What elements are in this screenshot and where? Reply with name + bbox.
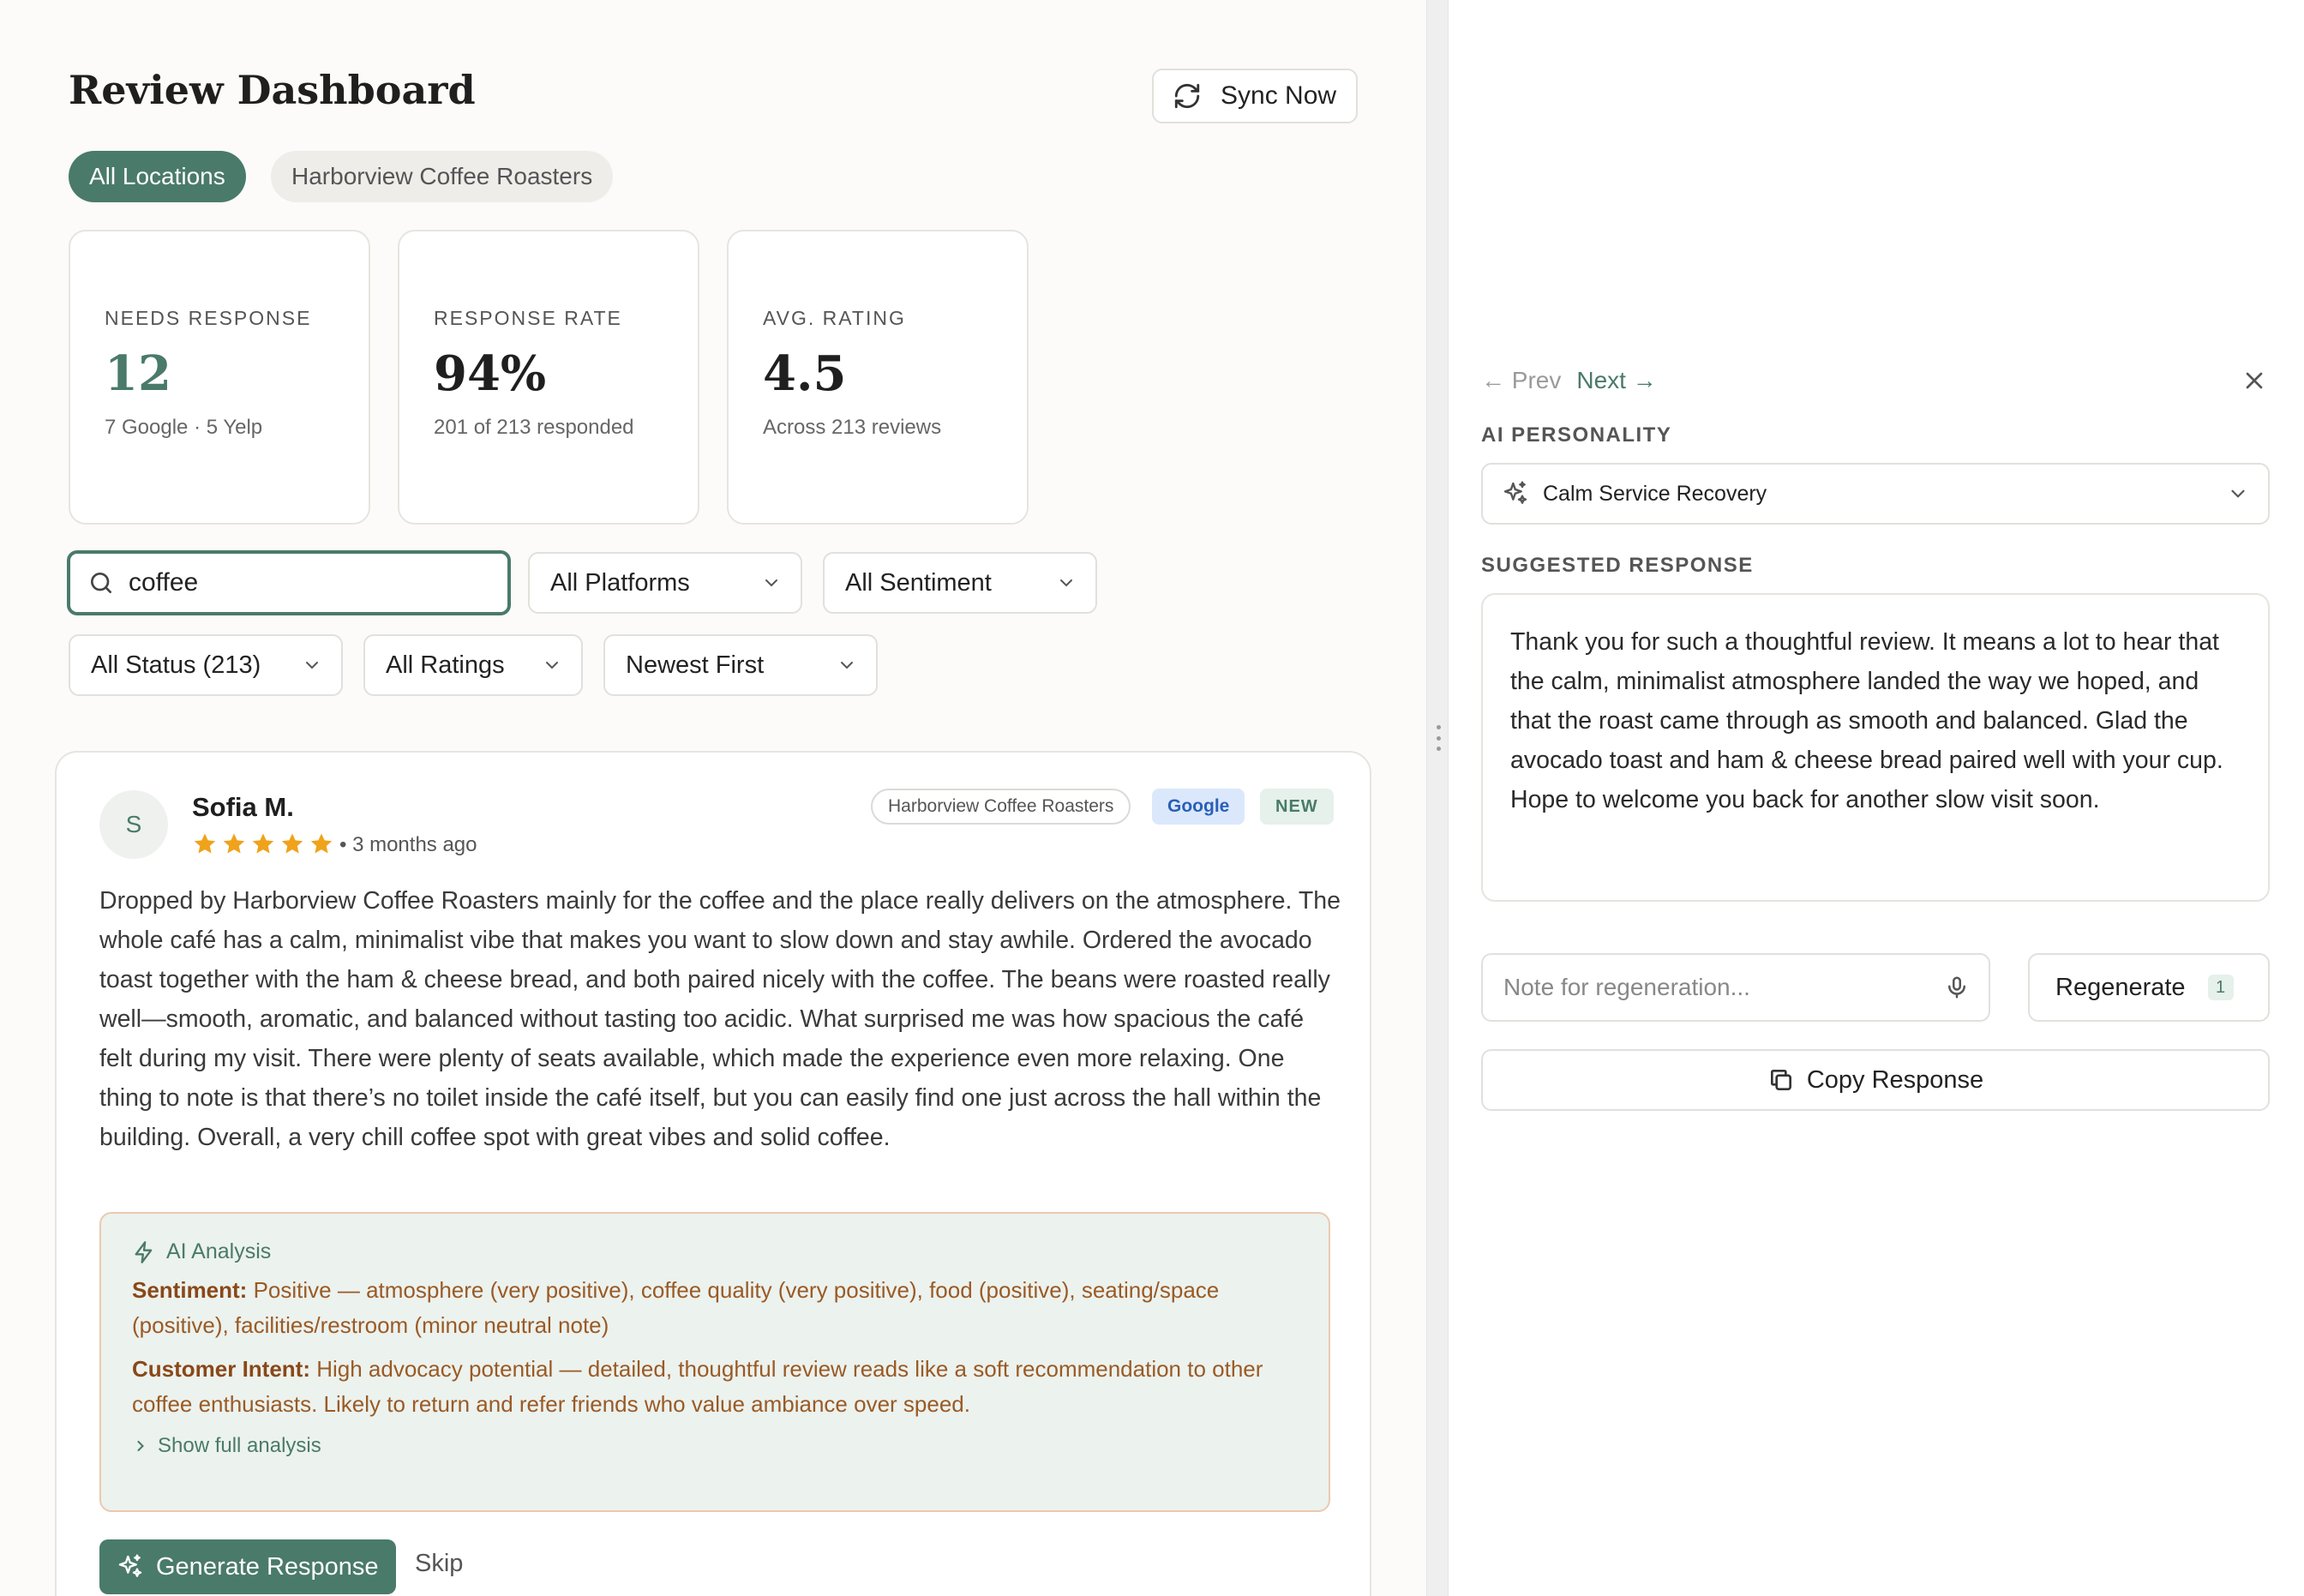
reviewer-name: Sofia M. bbox=[192, 792, 294, 822]
stat-value: 12 bbox=[105, 345, 171, 402]
personality-label: AI PERSONALITY bbox=[1481, 423, 1672, 447]
stat-response-rate bbox=[398, 230, 699, 525]
star-icon bbox=[221, 831, 247, 857]
stat-sub: 201 of 213 responded bbox=[434, 416, 634, 439]
chevron-down-icon bbox=[837, 655, 857, 675]
stat-label: NEEDS RESPONSE bbox=[105, 307, 312, 329]
copy-response-label: Copy Response bbox=[1806, 1065, 1984, 1094]
sync-icon bbox=[1173, 81, 1202, 111]
review-text: Dropped by Harborview Coffee Roasters mainly for the coffee and the place really delivers on the atmosphere. The whole café has a calm, minimalist vibe that makes you want to slow down and stay awhile. Ordered the avocado toast together with the ham & cheese bread, and both paired nicely with the coffee. The beans were roasted really well—smooth, aromatic, and balanced without tasting too acidic. What surprised me was how spacious the café felt during my visit. There were plenty of seats available, which made the experience even more relaxing. One thing to note is that there’s no toilet inside the café itself, but you can easily find one just across the hall within the building. Overall, a very chill coffee spot with great vibes and solid coffee. bbox=[99, 887, 1341, 1151]
generate-response-button[interactable] bbox=[99, 1539, 396, 1594]
sentiment-value: All Sentiment bbox=[845, 568, 992, 597]
star-icon bbox=[250, 831, 276, 857]
prev-button[interactable]: ← Prev bbox=[1481, 367, 1562, 393]
sentiment-label: Sentiment: bbox=[132, 1277, 248, 1303]
show-full-analysis-label: Show full analysis bbox=[158, 1434, 321, 1457]
review-card[interactable] bbox=[55, 751, 1371, 1596]
lightning-icon bbox=[132, 1240, 156, 1264]
stat-needs-response bbox=[69, 230, 370, 525]
sort-select[interactable] bbox=[603, 634, 878, 696]
sparkle-icon bbox=[1502, 480, 1529, 507]
ai-analysis-header bbox=[132, 1239, 1298, 1264]
platform-badge: Google bbox=[1152, 789, 1245, 825]
stat-value: 94% bbox=[434, 345, 547, 402]
stat-avg-rating bbox=[727, 230, 1029, 525]
personality-value: Calm Service Recovery bbox=[1543, 481, 1767, 506]
star-icon bbox=[192, 831, 218, 857]
grip-icon bbox=[1436, 725, 1441, 751]
avatar: S bbox=[99, 790, 168, 859]
mic-icon[interactable] bbox=[1944, 975, 1970, 1000]
platform-select[interactable] bbox=[528, 552, 802, 614]
chip-harborview[interactable]: Harborview Coffee Roasters bbox=[271, 151, 613, 202]
status-select[interactable] bbox=[69, 634, 343, 696]
status-badge: NEW bbox=[1260, 789, 1334, 825]
stat-label: RESPONSE RATE bbox=[434, 307, 622, 329]
close-icon[interactable] bbox=[2241, 367, 2268, 394]
sync-now-label: Sync Now bbox=[1221, 81, 1337, 110]
stat-label: AVG. RATING bbox=[763, 307, 906, 329]
chevron-down-icon bbox=[761, 573, 782, 593]
next-button[interactable]: Next → bbox=[1576, 367, 1657, 393]
platform-value: All Platforms bbox=[550, 568, 690, 597]
intent-label: Customer Intent: bbox=[132, 1356, 310, 1382]
personality-select[interactable] bbox=[1481, 463, 2270, 525]
chevron-down-icon bbox=[302, 655, 322, 675]
sparkle-icon bbox=[117, 1553, 144, 1581]
stat-sub: 7 Google · 5 Yelp bbox=[105, 416, 263, 439]
note-placeholder: Note for regeneration... bbox=[1503, 974, 1750, 1000]
regenerate-label: Regenerate bbox=[2055, 973, 2186, 1001]
star-icon bbox=[309, 831, 334, 857]
sentiment-text: Positive — atmosphere (very positive), coffee quality (very positive), food (positive), seating/space (positive), facilities/restroom (minor neutral note) bbox=[132, 1277, 1220, 1338]
sentiment-line bbox=[132, 1273, 1298, 1343]
ai-analysis-box bbox=[99, 1212, 1330, 1512]
location-tag: Harborview Coffee Roasters bbox=[871, 789, 1131, 825]
skip-button[interactable]: Skip bbox=[415, 1550, 464, 1577]
chevron-right-icon bbox=[132, 1437, 149, 1455]
review-time: • 3 months ago bbox=[339, 833, 477, 856]
chevron-down-icon bbox=[1056, 573, 1077, 593]
chevron-down-icon bbox=[542, 655, 562, 675]
intent-text: High advocacy potential — detailed, thoughtful review reads like a soft recommendation to other coffee enthusiasts. Likely to return and refer friends who value ambiance over speed. bbox=[132, 1356, 1263, 1417]
response-panel bbox=[1449, 0, 2304, 1596]
show-full-analysis-link[interactable] bbox=[132, 1434, 1298, 1458]
review-navigation bbox=[1481, 367, 1657, 394]
generate-response-label: Generate Response bbox=[156, 1552, 379, 1581]
copy-response-button[interactable] bbox=[1481, 1049, 2270, 1111]
ratings-select[interactable] bbox=[363, 634, 583, 696]
intent-line bbox=[132, 1352, 1298, 1422]
regeneration-note-input[interactable] bbox=[1481, 953, 1990, 1022]
ratings-value: All Ratings bbox=[386, 651, 505, 679]
star-icon bbox=[279, 831, 305, 857]
sync-now-button[interactable] bbox=[1152, 69, 1358, 123]
regenerate-count-badge: 1 bbox=[2208, 975, 2234, 1000]
status-value: All Status (213) bbox=[91, 651, 261, 679]
page-title: Review Dashboard bbox=[69, 67, 476, 113]
suggested-response-text[interactable]: Thank you for such a thoughtful review. It means a lot to hear that the calm, minimalist atmosphere landed the way we hoped, and that the roast came through as smooth and balanced. Glad the avocado toast and ham & cheese bread paired well with your cup. Hope to welcome you back for another slow visit soon. bbox=[1481, 593, 2270, 902]
search-value: coffee bbox=[129, 568, 199, 597]
sort-value: Newest First bbox=[626, 651, 765, 679]
stat-sub: Across 213 reviews bbox=[763, 416, 942, 439]
search-input[interactable] bbox=[67, 550, 511, 615]
sentiment-select[interactable] bbox=[823, 552, 1097, 614]
chevron-down-icon bbox=[2227, 483, 2249, 505]
chip-all-locations[interactable]: All Locations bbox=[69, 151, 246, 202]
suggested-response-label: SUGGESTED RESPONSE bbox=[1481, 554, 1754, 577]
panel-resize-handle[interactable] bbox=[1426, 0, 1449, 1596]
star-rating bbox=[192, 831, 334, 857]
regenerate-button[interactable] bbox=[2028, 953, 2270, 1022]
stat-value: 4.5 bbox=[763, 345, 847, 402]
ai-analysis-title: AI Analysis bbox=[166, 1239, 272, 1263]
search-icon bbox=[87, 569, 115, 597]
copy-icon bbox=[1767, 1066, 1795, 1094]
